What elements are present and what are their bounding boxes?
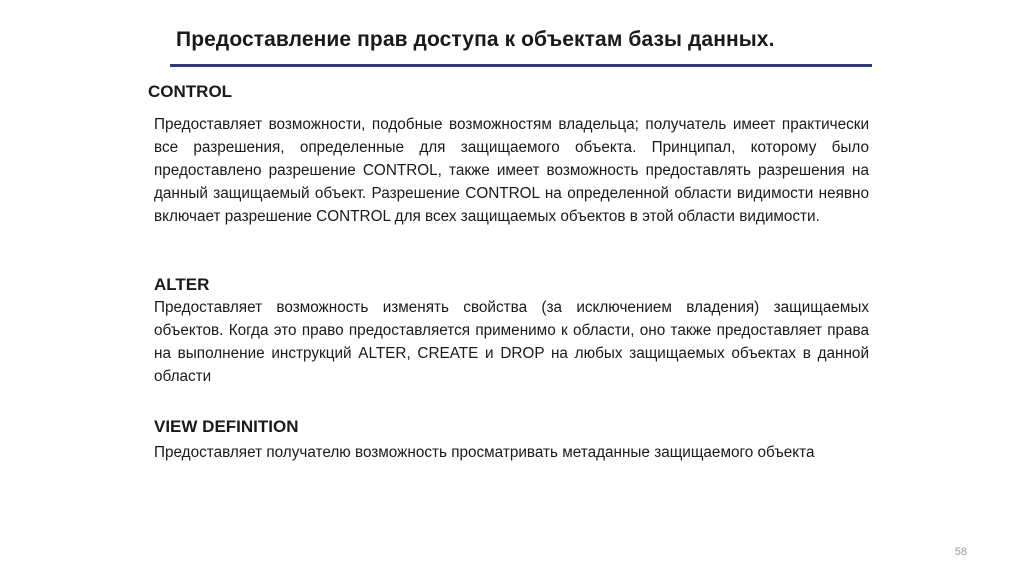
page-number: 58 [954, 546, 967, 558]
section-heading-alter: ALTER [154, 275, 210, 294]
title-underline [170, 64, 872, 67]
section-body-alter: Предоставляет возможность изменять свойства (за исключением владения) защищаемых объектов. Когда это право предоставляется применимо к области, оно также предоставляет права на выполнение инструкций ALTER, CREATE и DROP на любых защищаемых объектах в данной области [154, 299, 869, 385]
slide-title: Предоставление прав доступа к объектам базы данных. [176, 28, 775, 51]
section-heading-view-definition: VIEW DEFINITION [154, 417, 299, 436]
section-heading-control: CONTROL [148, 82, 233, 101]
section-body-control: Предоставляет возможности, подобные возможностям владельца; получатель имеет практически все разрешения, определенные для защищаемого объекта. Принципал, которому было предоставлено разрешение CONTROL, также имеет возможность предоставлять разрешения на данный защищаемый объект. Разрешение CONTROL на определенной области видимости неявно включает разрешение CONTROL для всех защищаемых объектов в этой области видимости. [154, 116, 869, 225]
section-body-view-definition: Предоставляет получателю возможность просматривать метаданные защищаемого объекта [154, 444, 815, 461]
